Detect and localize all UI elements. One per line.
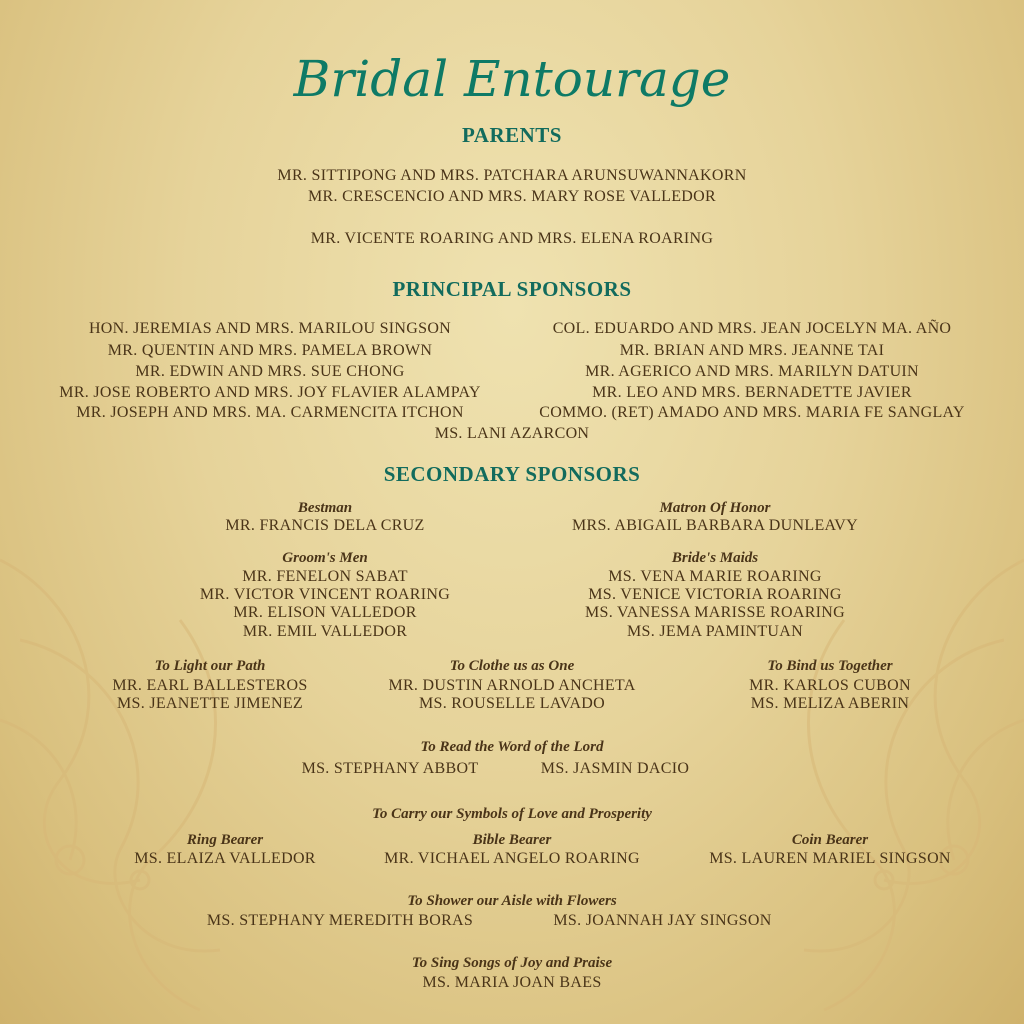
role-groomsmen: Groom's Men bbox=[282, 550, 368, 566]
principal-sponsor-left: MR. QUENTIN AND MRS. PAMELA BROWN bbox=[107, 342, 433, 359]
bestman-name: MR. FRANCIS DELA CRUZ bbox=[225, 517, 425, 534]
principal-sponsor-left: MR. JOSE ROBERTO AND MRS. JOY FLAVIER ALAMPAY bbox=[59, 384, 481, 401]
bind-name: MS. MELIZA ABERIN bbox=[750, 695, 910, 712]
page-title: Bridal Entourage bbox=[293, 50, 731, 108]
role-matron-of-honor: Matron Of Honor bbox=[659, 500, 771, 516]
light-name: MR. EARL BALLESTEROS bbox=[112, 677, 308, 694]
groomsman-name: MR. VICTOR VINCENT ROARING bbox=[199, 586, 451, 603]
parents-line: MR. CRESCENCIO AND MRS. MARY ROSE VALLEDOR bbox=[308, 188, 716, 205]
matron-name: MRS. ABIGAIL BARBARA DUNLEAVY bbox=[571, 517, 859, 534]
role-to-sing-songs: To Sing Songs of Joy and Praise bbox=[411, 955, 613, 971]
role-ring-bearer: Ring Bearer bbox=[186, 832, 264, 848]
section-heading-parents: PARENTS bbox=[462, 123, 562, 147]
role-to-shower-aisle: To Shower our Aisle with Flowers bbox=[407, 893, 617, 909]
principal-sponsor-right: MR. AGERICO AND MRS. MARILYN DATUIN bbox=[585, 363, 919, 380]
reader-name: MS. STEPHANY ABBOT bbox=[301, 760, 479, 777]
flower-name: MS. STEPHANY MEREDITH BORAS bbox=[206, 912, 474, 929]
coin-bearer-name: MS. LAUREN MARIEL SINGSON bbox=[709, 850, 951, 867]
principal-sponsor-right: MR. BRIAN AND MRS. JEANNE TAI bbox=[619, 342, 885, 359]
principal-sponsor-center: MS. LANI AZARCON bbox=[434, 425, 590, 442]
groomsman-name: MR. FENELON SABAT bbox=[242, 568, 408, 585]
groomsman-name: MR. EMIL VALLEDOR bbox=[242, 623, 408, 640]
ring-bearer-name: MS. ELAIZA VALLEDOR bbox=[134, 850, 316, 867]
principal-sponsor-left: MR. JOSEPH AND MRS. MA. CARMENCITA ITCHON bbox=[76, 404, 464, 421]
light-name: MS. JEANETTE JIMENEZ bbox=[117, 695, 303, 712]
singer-name: MS. MARIA JOAN BAES bbox=[422, 974, 602, 991]
clothe-name: MR. DUSTIN ARNOLD ANCHETA bbox=[388, 677, 636, 694]
role-coin-bearer: Coin Bearer bbox=[791, 832, 869, 848]
role-bridesmaids: Bride's Maids bbox=[671, 550, 759, 566]
role-to-read-the-word: To Read the Word of the Lord bbox=[420, 739, 604, 755]
bridesmaid-name: MS. VANESSA MARISSE ROARING bbox=[584, 604, 846, 621]
principal-sponsor-left: MR. EDWIN AND MRS. SUE CHONG bbox=[135, 363, 405, 380]
bridesmaid-name: MS. VENICE VICTORIA ROARING bbox=[588, 586, 842, 603]
role-to-bind-us-together: To Bind us Together bbox=[767, 658, 893, 674]
bible-bearer-name: MR. VICHAEL ANGELO ROARING bbox=[384, 850, 640, 867]
role-to-clothe-us-as-one: To Clothe us as One bbox=[449, 658, 575, 674]
section-heading-secondary-sponsors: SECONDARY SPONSORS bbox=[383, 462, 641, 486]
bridesmaid-name: MS. JEMA PAMINTUAN bbox=[627, 623, 803, 640]
flower-name: MS. JOANNAH JAY SINGSON bbox=[553, 912, 772, 929]
clothe-name: MS. ROUSELLE LAVADO bbox=[418, 695, 606, 712]
reader-name: MS. JASMIN DACIO bbox=[540, 760, 690, 777]
parents-line: MR. VICENTE ROARING AND MRS. ELENA ROARING bbox=[310, 230, 714, 247]
principal-sponsor-right: COL. EDUARDO AND MRS. JEAN JOCELYN MA. AÑO bbox=[552, 320, 952, 337]
parents-line: MR. SITTIPONG AND MRS. PATCHARA ARUNSUWANNAKORN bbox=[277, 167, 747, 184]
principal-sponsor-left: HON. JEREMIAS AND MRS. MARILOU SINGSON bbox=[88, 320, 452, 337]
principal-sponsor-right: MR. LEO AND MRS. BERNADETTE JAVIER bbox=[592, 384, 912, 401]
role-to-light-our-path: To Light our Path bbox=[154, 658, 266, 674]
role-to-carry-symbols: To Carry our Symbols of Love and Prosperity bbox=[372, 806, 652, 822]
principal-sponsor-right: COMMO. (RET) AMADO AND MRS. MARIA FE SANGLAY bbox=[539, 404, 965, 421]
role-bestman: Bestman bbox=[297, 500, 353, 516]
bind-name: MR. KARLOS CUBON bbox=[749, 677, 911, 694]
groomsman-name: MR. ELISON VALLEDOR bbox=[233, 604, 417, 621]
bridesmaid-name: MS. VENA MARIE ROARING bbox=[608, 568, 822, 585]
section-heading-principal-sponsors: PRINCIPAL SPONSORS bbox=[392, 277, 632, 301]
role-bible-bearer: Bible Bearer bbox=[472, 832, 552, 848]
